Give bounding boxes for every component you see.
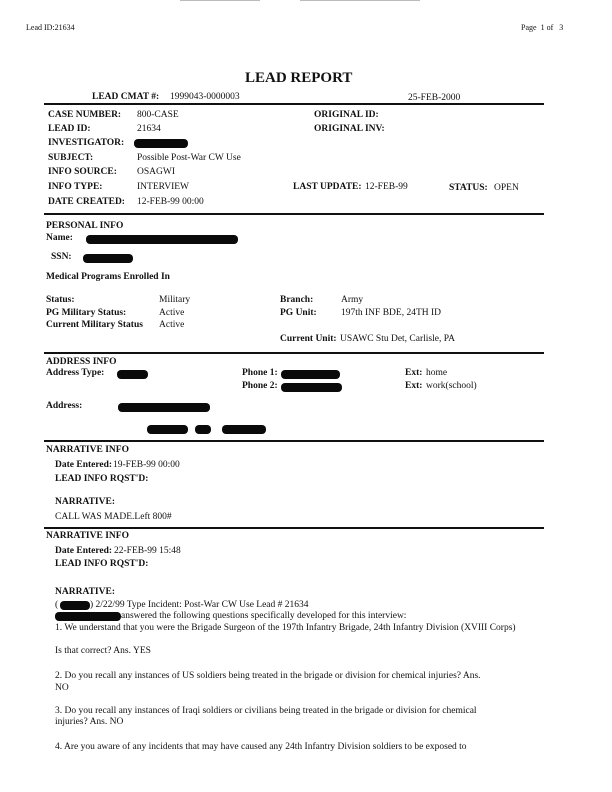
narrative1-heading: NARRATIVE INFO [46,445,129,455]
original-id-label: ORIGINAL ID: [314,110,379,120]
cur-mil: Active [159,320,185,330]
branch-label: Branch: [280,295,314,305]
question-1-answer: Is that correct? Ans. YES [55,646,151,656]
status-mil-label: Status: [46,295,75,305]
ext1: home [426,368,448,378]
divider [44,103,544,105]
phone2-label: Phone 2: [242,381,278,391]
redaction-bar [55,612,121,621]
question-3-answer: injuries? Ans. NO [55,717,124,727]
ext2-label: Ext: [405,381,423,391]
redaction-bar [117,370,148,379]
pg-unit: 197th INF BDE, 24TH ID [341,308,442,318]
redaction-bar [281,370,340,379]
report-date: 25-FEB-2000 [408,93,461,103]
redaction-bar [134,139,188,148]
personal-heading: PERSONAL INFO [46,221,124,231]
ext1-label: Ext: [405,368,423,378]
case-number: 800-CASE [137,110,179,120]
narrative1-rqst-label: LEAD INFO RQST'D: [55,474,149,484]
status-mil: Military [159,295,191,305]
date-created: 12-FEB-99 00:00 [137,197,204,207]
last-update-label: LAST UPDATE: [293,182,362,192]
status-label: STATUS: [449,183,488,193]
cur-unit: USAWC Stu Det, Carlisle, PA [340,334,456,344]
redaction-bar [281,383,342,392]
date-created-label: DATE CREATED: [48,197,125,207]
narrative1-date: 19-FEB-99 00:00 [113,460,180,470]
divider [44,213,544,215]
medical-label: Medical Programs Enrolled In [46,272,170,282]
lead-id-top: Lead ID:21634 [26,23,75,32]
lead-id-label: LEAD ID: [48,124,91,134]
ssn-label: SSN: [51,252,72,262]
redaction-bar [222,425,266,434]
info-type: INTERVIEW [137,182,189,192]
phone1-label: Phone 1: [242,368,278,378]
redaction-bar [83,254,133,263]
question-2-answer: NO [55,683,69,693]
info-type-label: INFO TYPE: [48,182,103,192]
narrative2-date-label: Date Entered: [55,546,113,556]
question-1: 1. We understand that you were the Brigade Surgeon of the 197th Infantry Brigade, 24th Infantry Division (XVIII Corps) [55,623,516,633]
subject-label: SUBJECT: [48,153,94,163]
narrative2-line-a-open: ( [55,600,59,610]
address-label: Address: [46,401,83,411]
address-heading: ADDRESS INFO [46,357,117,367]
pg-unit-label: PG Unit: [280,308,317,318]
divider [44,352,544,354]
narrative2-label: NARRATIVE: [55,587,115,597]
question-3: 3. Do you recall any instances of Iraqi soldiers or civilians being treated in the brigade or division for chemical [55,706,477,716]
cmat-label: LEAD CMAT #: [92,92,160,102]
narrative1-text: CALL WAS MADE.Left 800# [55,512,172,522]
question-4: 4. Are you aware of any incidents that may have caused any 24th Infantry Division soldiers to be exposed to [55,742,467,752]
scan-artifact [300,0,420,1]
cur-mil-label: Current Military Status [46,320,143,330]
info-source: OSAGWI [137,167,175,177]
page-title: LEAD REPORT [245,70,353,86]
cmat-value: 1999043-0000003 [170,92,240,102]
question-2: 2. Do you recall any instances of US soldiers being treated in the brigade or division for chemical injuries? Ans. [55,671,481,681]
case-number-label: CASE NUMBER: [48,110,122,120]
pg-mil: Active [159,308,185,318]
lead-id: 21634 [137,124,161,134]
status-value: OPEN [494,183,519,193]
divider [44,527,544,529]
narrative2-line-a: ) 2/22/99 Type Incident: Post-War CW Use Lead # 21634 [90,600,309,610]
cur-unit-label: Current Unit: [280,334,337,344]
investigator-label: INVESTIGATOR: [48,138,125,148]
narrative1-label: NARRATIVE: [55,497,115,507]
page-indicator: Page 1 of 3 [521,23,564,32]
ext2: work(school) [426,381,477,391]
narrative2-rqst-label: LEAD INFO RQST'D: [55,559,149,569]
info-source-label: INFO SOURCE: [48,167,117,177]
narrative2-line-b: answered the following questions specifically developed for this interview: [121,611,407,621]
redaction-bar [86,235,238,244]
original-inv-label: ORIGINAL INV: [314,124,385,134]
last-update: 12-FEB-99 [365,182,408,192]
narrative2-date: 22-FEB-99 15:48 [114,546,181,556]
subject: Possible Post-War CW Use [137,153,241,163]
redaction-bar [195,425,211,434]
name-label: Name: [46,233,73,243]
address-type-label: Address Type: [46,368,105,378]
branch: Army [341,295,364,305]
narrative2-heading: NARRATIVE INFO [46,531,129,541]
redaction-bar [118,403,210,412]
redaction-bar [147,425,188,434]
narrative1-date-label: Date Entered: [55,460,113,470]
redaction-bar [60,601,90,610]
pg-mil-label: PG Military Status: [46,308,127,318]
divider [44,440,544,442]
scan-artifact [180,0,260,1]
